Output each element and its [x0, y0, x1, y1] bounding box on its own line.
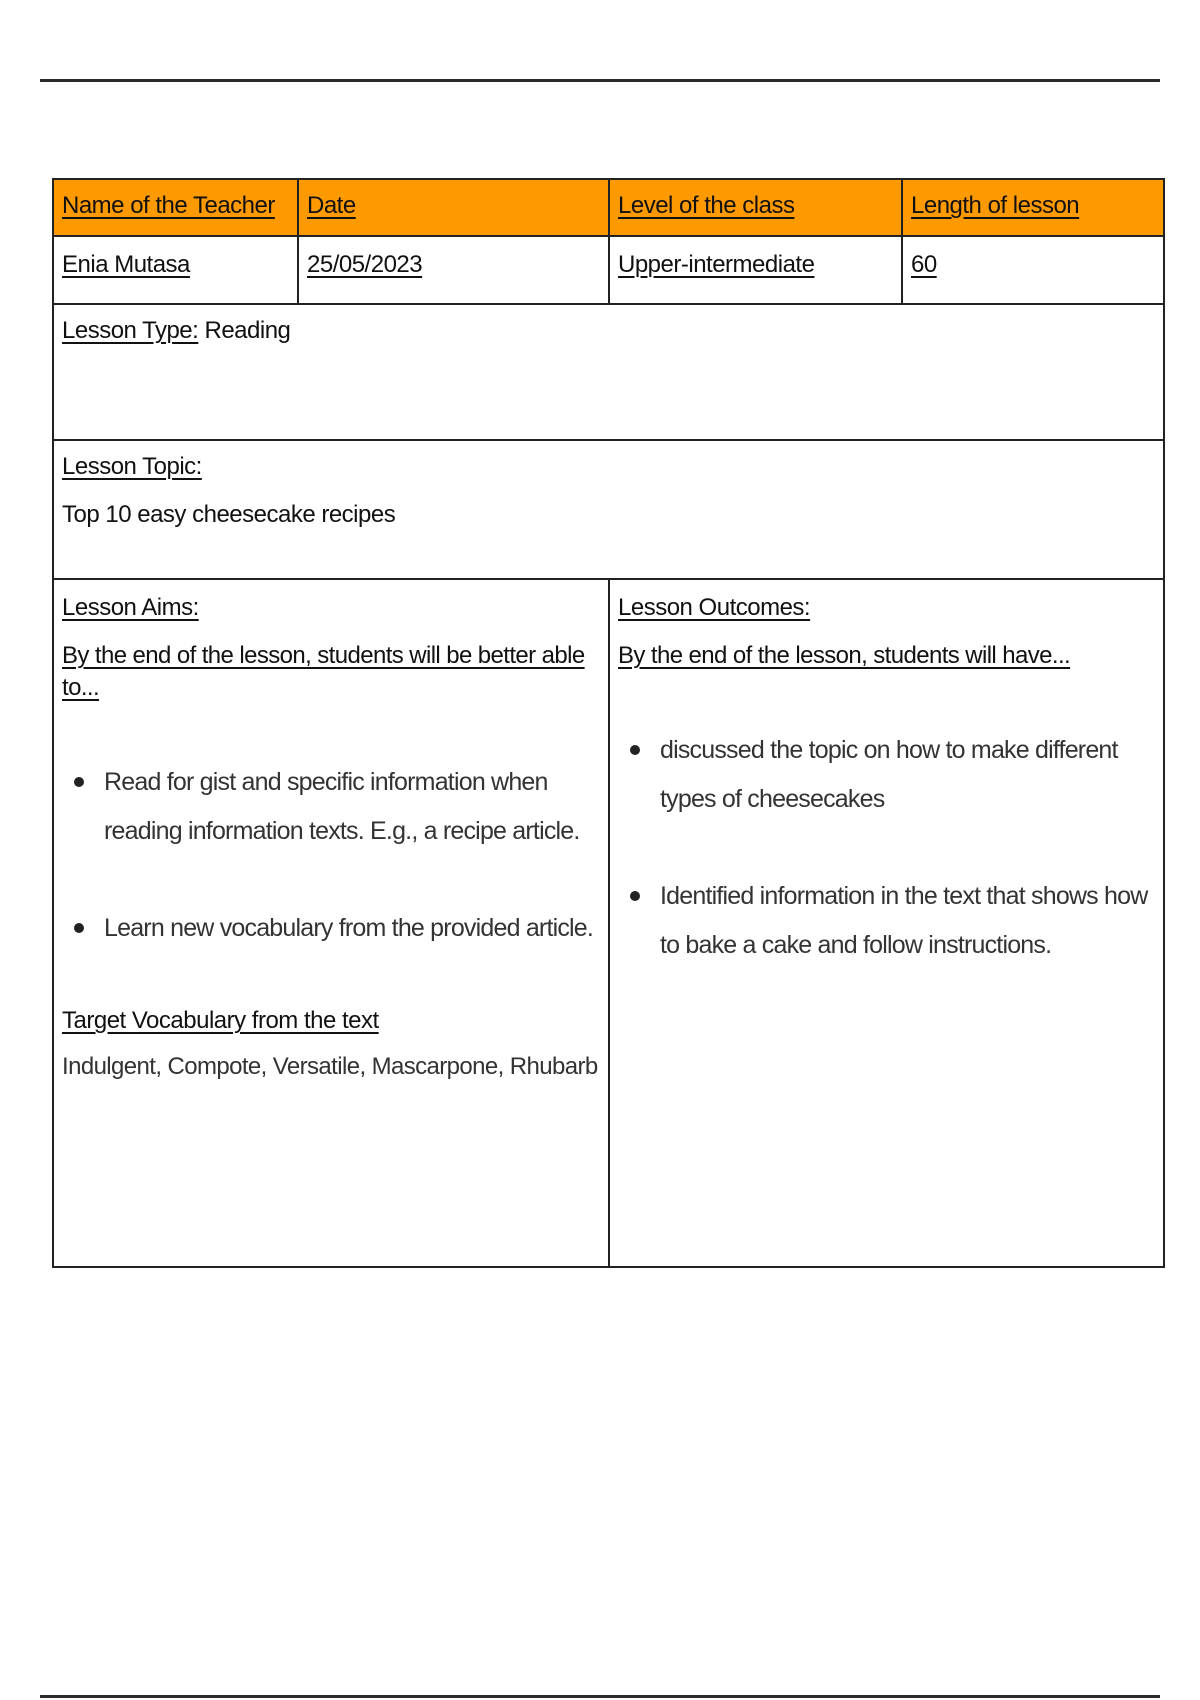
lesson-type-label: Lesson Type: — [62, 317, 199, 344]
date-header-label: Date — [307, 192, 356, 219]
bottom-rule — [40, 1695, 1160, 1698]
lesson-topic-row — [54, 441, 1163, 580]
lesson-type-row — [54, 305, 1163, 441]
target-vocabulary-words: Indulgent, Compote, Versatile, Mascarpone, Rhubarb — [62, 1053, 598, 1080]
level-header-cell — [610, 180, 903, 235]
length-header-label: Length of lesson — [911, 192, 1080, 219]
date-cell — [299, 237, 610, 303]
lesson-topic-cell — [54, 441, 1163, 578]
lesson-date: 25/05/2023 — [307, 251, 423, 278]
level-cell — [610, 237, 903, 303]
list-item: Learn new vocabulary from the provided article. — [104, 904, 600, 953]
lesson-outcomes-list — [618, 726, 1155, 970]
lesson-topic-value: Top 10 easy cheesecake recipes — [62, 501, 396, 528]
info-row — [54, 237, 1163, 305]
lesson-length: 60 — [911, 251, 937, 278]
bullet-icon — [74, 777, 84, 787]
teacher-cell — [54, 237, 299, 303]
teacher-header-cell — [54, 180, 299, 235]
lesson-aims-cell — [54, 580, 610, 1266]
lesson-aims-list — [62, 758, 600, 953]
target-vocabulary-label: Target Vocabulary from the text — [62, 1007, 379, 1034]
teacher-header-label: Name of the Teacher — [62, 192, 275, 219]
lesson-outcomes-cell — [610, 580, 1163, 1266]
level-header-label: Level of the class — [618, 192, 795, 219]
header-row — [54, 180, 1163, 237]
bullet-icon — [74, 923, 84, 933]
teacher-name: Enia Mutasa — [62, 251, 190, 278]
class-level: Upper-intermediate — [618, 251, 815, 278]
lesson-aims-subheading: By the end of the lesson, students will be better able to... — [62, 642, 585, 701]
bullet-icon — [630, 745, 640, 755]
lesson-outcomes-subheading: By the end of the lesson, students will have... — [618, 642, 1071, 669]
lesson-plan-table — [52, 178, 1165, 1268]
length-cell — [903, 237, 1163, 303]
lesson-topic-label: Lesson Topic: — [62, 453, 202, 480]
lesson-type-value: Reading — [198, 317, 291, 344]
list-item: discussed the topic on how to make different types of cheesecakes — [660, 726, 1155, 824]
lesson-outcomes-label: Lesson Outcomes: — [618, 594, 811, 621]
aims-outcomes-row — [54, 580, 1163, 1266]
lesson-aims-label: Lesson Aims: — [62, 594, 199, 621]
lesson-type-cell — [54, 305, 1163, 439]
length-header-cell — [903, 180, 1163, 235]
list-item: Read for gist and specific information when reading information texts. E.g., a recipe article. — [104, 758, 600, 856]
date-header-cell — [299, 180, 610, 235]
top-rule — [40, 79, 1160, 82]
bullet-icon — [630, 891, 640, 901]
list-item: Identified information in the text that shows how to bake a cake and follow instructions. — [660, 872, 1155, 970]
